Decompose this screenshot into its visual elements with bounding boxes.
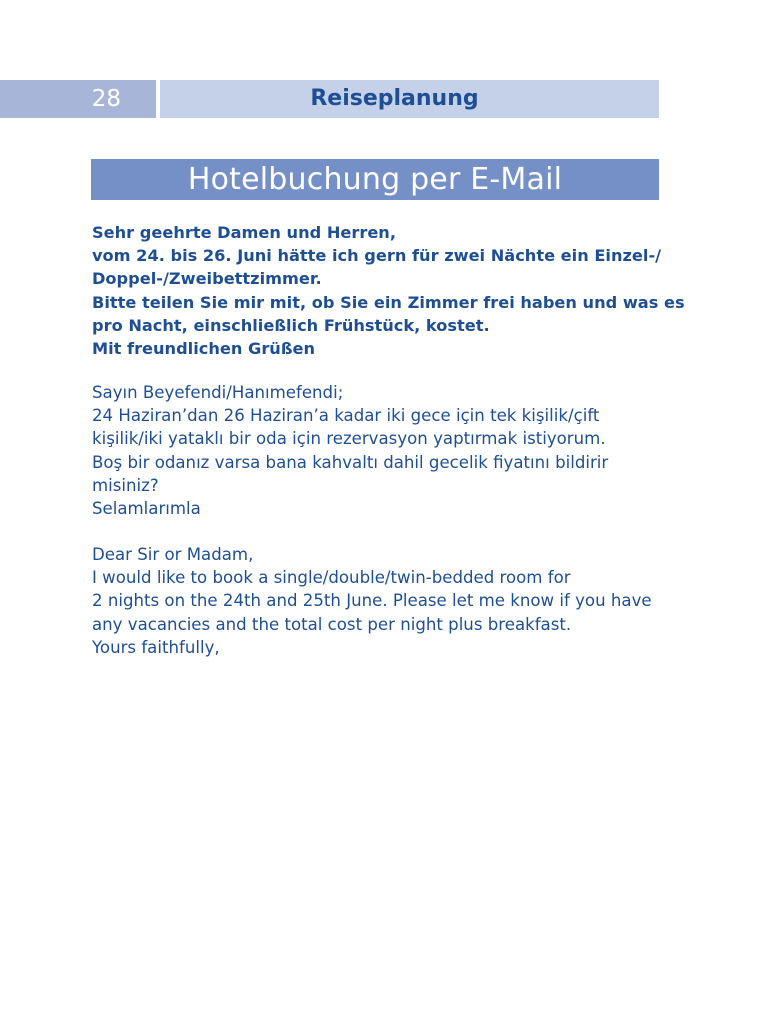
german-line: Doppel-/Zweibettzimmer. <box>92 269 322 289</box>
section-header: Reiseplanung <box>160 80 659 118</box>
english-letter <box>92 543 672 659</box>
english-line: Dear Sir or Madam, <box>92 545 254 564</box>
turkish-line: misiniz? <box>92 475 159 495</box>
turkish-letter <box>92 381 672 520</box>
turkish-line: Selamlarımla <box>92 499 201 519</box>
page-number: 28 <box>0 80 156 118</box>
english-line: Yours faithfully, <box>92 637 220 657</box>
page-title: Hotelbuchung per E-Mail <box>91 159 659 200</box>
turkish-line: Boş bir odanız varsa bana kahvaltı dahil gecelik fiyatını bildirir <box>92 452 609 472</box>
english-line: any vacancies and the total cost per night plus breakfast. <box>92 614 572 634</box>
german-line: vom 24. bis 26. Juni hätte ich gern für zwei Nächte ein Einzel-/ <box>92 246 662 266</box>
german-line: Bitte teilen Sie mir mit, ob Sie ein Zimmer frei haben und was es <box>92 292 685 312</box>
turkish-line: kişilik/iki yataklı bir oda için rezervasyon yaptırmak istiyorum. <box>92 429 606 449</box>
german-line: Mit freundlichen Grüßen <box>92 339 315 359</box>
english-line: 2 nights on the 24th and 25th June. Please let me know if you have <box>92 591 652 611</box>
turkish-line: Sayın Beyefendi/Hanımefendi; <box>92 383 344 402</box>
turkish-line: 24 Haziran’dan 26 Haziran’a kadar iki gece için tek kişilik/çift <box>92 406 600 426</box>
english-line: I would like to book a single/double/twin-bedded room for <box>92 568 571 588</box>
german-line: Sehr geehrte Damen und Herren, <box>92 223 396 242</box>
german-line: pro Nacht, einschließlich Frühstück, kostet. <box>92 315 490 335</box>
german-letter <box>92 221 685 360</box>
